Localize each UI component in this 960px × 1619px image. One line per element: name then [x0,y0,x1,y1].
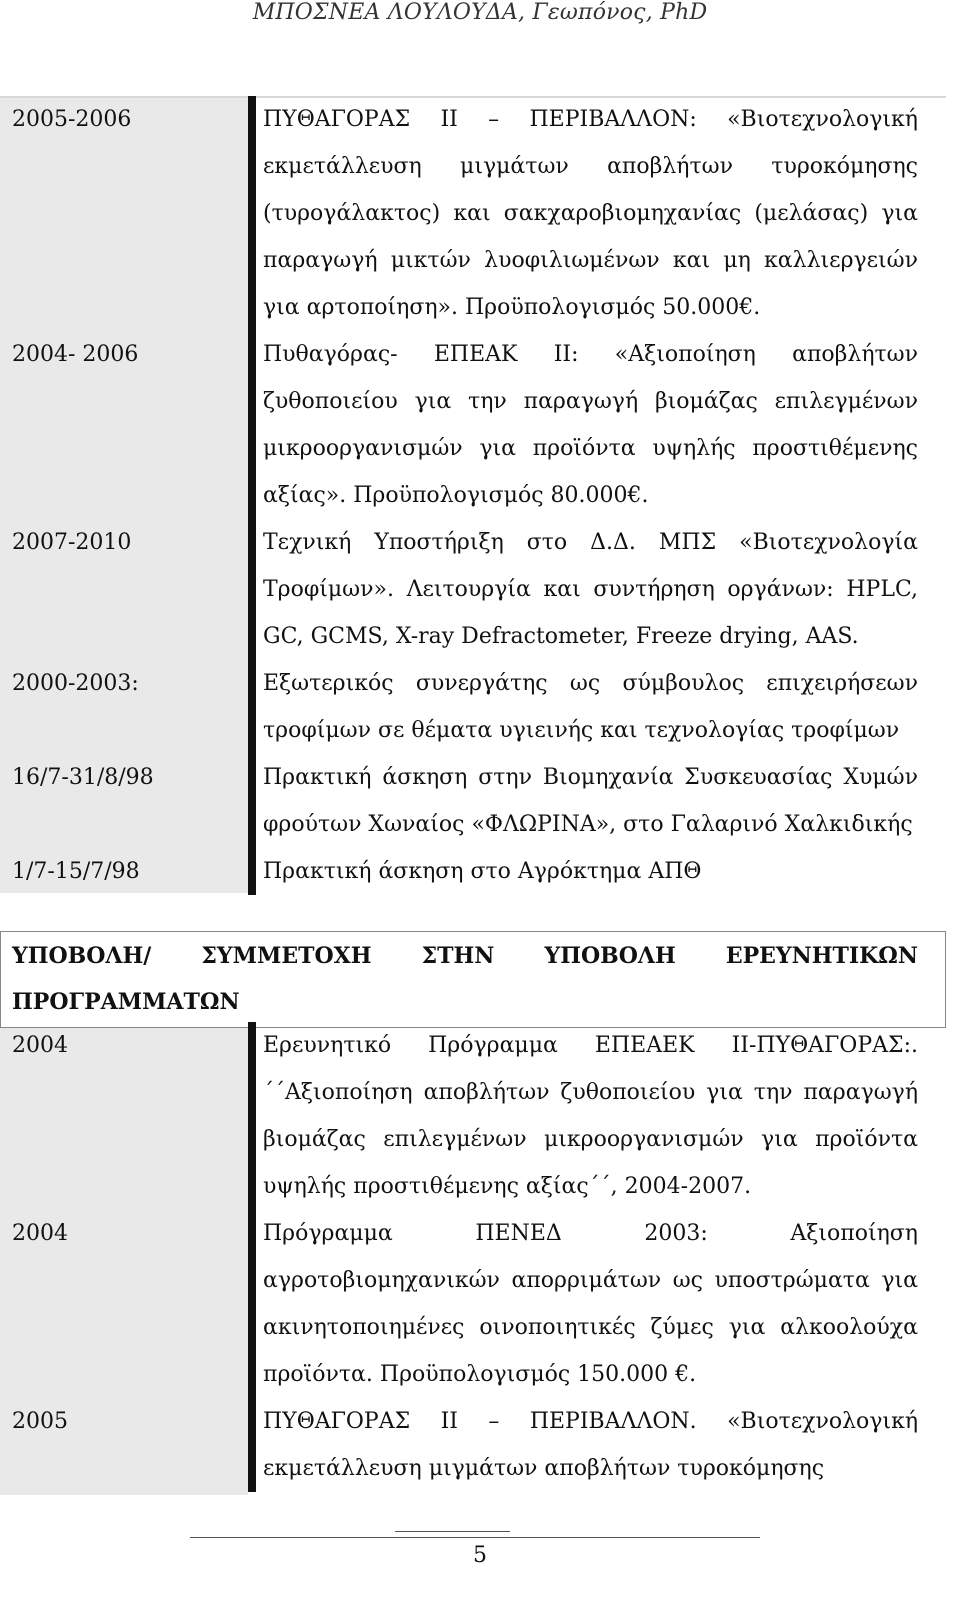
row-description: Πυθαγόρας- ΕΠΕΑΚ ΙΙ: «Αξιοποίηση αποβλήτων ζυθοποιείου για την παραγωγή βιομάζας επιλεγμένων μικροοργανισμών για προϊόντα υψηλής προστιθέμενης αξίας». Προϋπολογισμός 80.000€. [263,342,918,508]
column-divider [248,1022,256,1210]
table-row [0,848,946,895]
table-row [0,754,946,848]
table-row [0,519,946,660]
row-description: ΠΥΘΑΓΟΡΑΣ ΙΙ – ΠΕΡΙΒΑΛΛΟΝ: «Βιοτεχνολογική εκμετάλλευση μιγμάτων αποβλήτων τυροκόμησης (τυρογάλακτος) και σακχαροβιομηχανίας (μελάσας) για παραγωγή μικτών λυοφιλιωμένων και μη καλλιεργειών για αρτοποίηση». Προϋπολογισμός 50.000€. [263,107,918,320]
table-row [0,331,946,519]
row-description: Πρακτική άσκηση στην Βιομηχανία Συσκευασίας Χυμών φρούτων Χωναίος «ΦΛΩΡΙΝΑ», στο Γαλαρινό Χαλκιδικής [263,765,918,837]
column-divider [248,848,256,895]
row-date: 2005-2006 [12,107,132,132]
projects-table [0,96,946,895]
column-divider [248,331,256,519]
table-row [0,660,946,754]
row-date: 2004 [12,1221,68,1246]
row-description: Πρακτική άσκηση στο Αγρόκτημα ΑΠΘ [263,859,702,884]
submissions-table [0,1022,946,1492]
row-description: Τεχνική Υποστήριξη στο Δ.Δ. ΜΠΣ «Βιοτεχνολογία Τροφίμων». Λειτουργία και συντήρηση οργάνων: HPLC, GC, GCMS, X-ray Defractometer, Freeze drying, AAS. [263,530,918,649]
table-row [0,1210,946,1398]
table-row [0,1022,946,1210]
row-date: 2004- 2006 [12,342,139,367]
row-date: 1/7-15/7/98 [12,859,140,884]
row-date: 2000-2003: [12,671,139,696]
column-divider [248,1398,256,1492]
row-description: ΠΥΘΑΓΟΡΑΣ ΙΙ – ΠΕΡΙΒΑΛΛΟΝ. «Βιοτεχνολογική εκμετάλλευση μιγμάτων αποβλήτων τυροκόμησης [263,1409,918,1481]
row-date: 2005 [12,1409,68,1434]
table-row [0,96,946,331]
table-row [0,1398,946,1492]
row-description: Εξωτερικός συνεργάτης ως σύμβουλος επιχειρήσεων τροφίμων σε θέματα υγιεινής και τεχνολογίας τροφίμων [263,671,918,743]
page-number: 5 [473,1543,487,1568]
column-divider [248,1210,256,1398]
row-date: 16/7-31/8/98 [12,765,154,790]
row-date: 2004 [12,1033,68,1058]
column-divider [248,519,256,660]
row-description: Ερευνητικό Πρόγραμμα ΕΠΕΑΕΚ ΙΙ-ΠΥΘΑΓΟΡΑΣ:. ΄΄Αξιοποίηση αποβλήτων ζυθοποιείου για την παραγωγή βιομάζας επιλεγμένων μικροοργανισμών για προϊόντα υψηλής προστιθέμενης αξίας΄΄, 2004-2007. [263,1033,918,1199]
row-date: 2007-2010 [12,530,132,555]
section-heading: ΥΠΟΒΟΛΗ/ ΣΥΜΜΕΤΟΧΗ ΣΤΗΝ ΥΠΟΒΟΛΗ ΕΡΕΥΝΗΤΙΚΩΝ ΠΡΟΓΡΑΜΜΑΤΩΝ [12,943,918,1015]
footer-rule [190,1537,760,1538]
column-divider [248,96,256,331]
footer-rule-short [395,1531,510,1532]
column-divider [248,660,256,754]
page-header: ΜΠΟΣΝΕΑ ΛΟΥΛΟΥΔΑ, Γεωπόνος, PhD [252,0,708,25]
column-divider [248,754,256,848]
row-description: Πρόγραμμα ΠΕΝΕΔ 2003: Αξιοποίηση αγροτοβιομηχανικών απορριμάτων ως υποστρώματα για ακινητοποιημένες οινοποιητικές ζύμες για αλκοολούχα προϊόντα. Προϋπολογισμός 150.000 €. [263,1221,918,1387]
